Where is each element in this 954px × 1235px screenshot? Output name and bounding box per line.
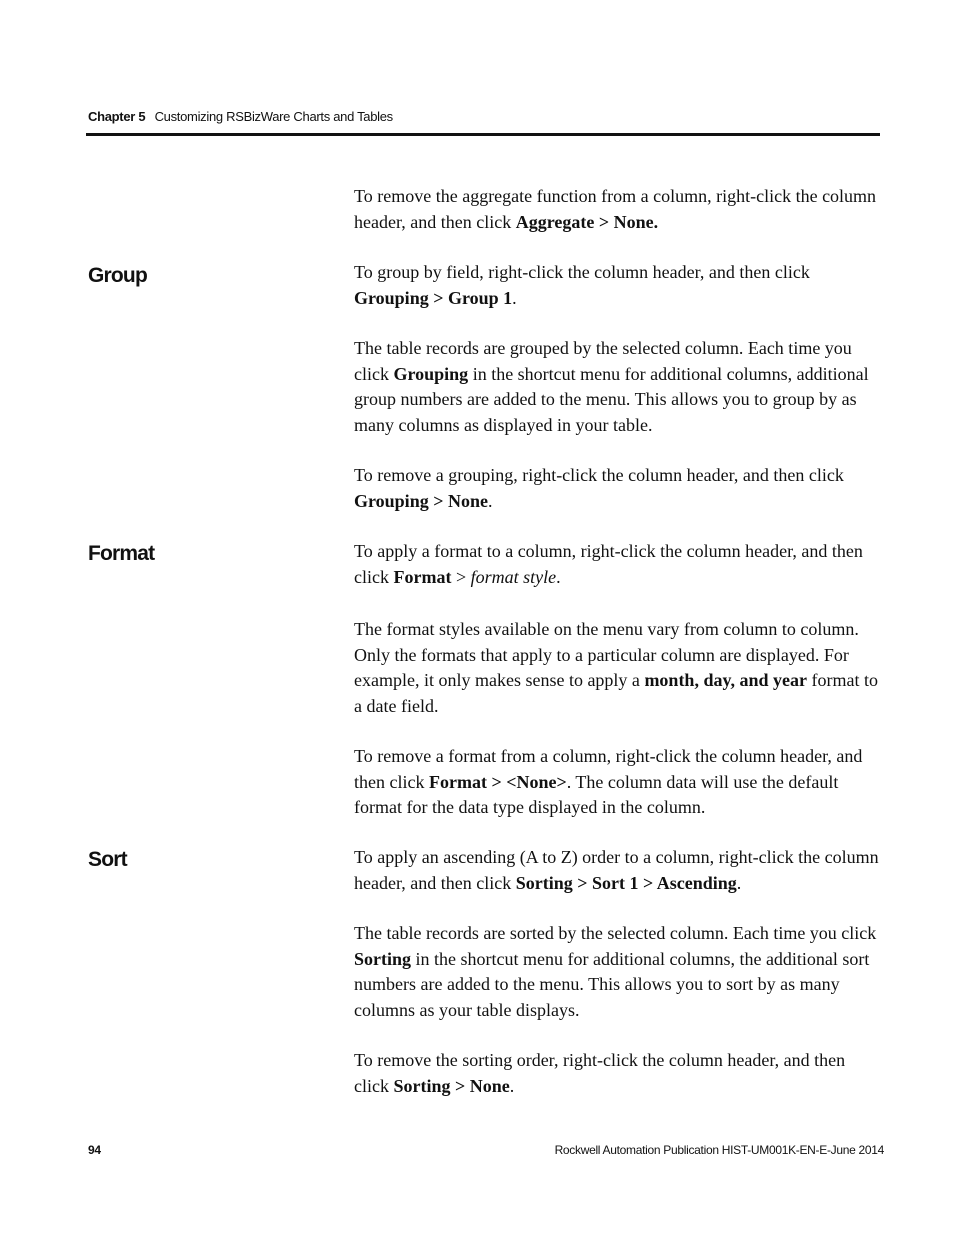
text: To apply an ascending (A to Z) order to a column, right-click the column header, and then click: [354, 847, 879, 893]
menu-path: Format > <None>: [428, 771, 567, 792]
paragraph-format-apply: [354, 539, 884, 590]
format-term: month, day, and year: [644, 670, 807, 691]
section-heading-group: Group: [88, 264, 147, 287]
paragraph-format-description: [354, 617, 884, 719]
menu-path: Grouping > Group 1: [354, 287, 513, 308]
text: format to a date field.: [354, 670, 878, 716]
placeholder-term: format style: [470, 566, 557, 587]
chapter-title: Customizing RSBizWare Charts and Tables: [154, 109, 393, 124]
text: .: [736, 872, 742, 893]
menu-term: Format: [393, 566, 452, 587]
text: The format styles available on the menu vary from column to column. Only the formats that apply to a particular column are displayed. For example, it only makes sense to apply a: [354, 619, 859, 691]
text: The table records are sorted by the selected column. Each time you click: [354, 923, 877, 943]
paragraph-aggregate-remove: [354, 184, 884, 235]
text: To remove the sorting order, right-click the column header, and then click: [354, 1050, 846, 1096]
text: To remove the aggregate function from a column, right-click the column header, and then click: [354, 186, 877, 232]
text: in the shortcut menu for additional columns, additional group numbers are added to the menu. This allows you to group by as many columns as displayed in your table.: [354, 363, 869, 435]
text: To remove a format from a column, right-click the column header, and then click: [354, 746, 863, 792]
text: >: [451, 566, 471, 587]
section-heading-format: Format: [88, 542, 155, 565]
text: To remove a grouping, right-click the column header, and then click: [354, 465, 844, 485]
page-number: 94: [88, 1143, 101, 1157]
menu-path: Aggregate > None.: [515, 211, 659, 232]
paragraph-group-description: [354, 336, 884, 438]
menu-path: Grouping > None: [354, 490, 488, 511]
menu-term: Grouping: [393, 363, 469, 384]
running-header: [88, 109, 393, 124]
text: .: [487, 490, 493, 511]
paragraph-group-remove: [354, 463, 884, 514]
paragraph-group-apply: [354, 260, 884, 311]
menu-term: Sorting: [354, 948, 412, 969]
text: . The column data will use the default format for the data type displayed in the column.: [354, 771, 839, 818]
section-heading-sort: Sort: [88, 848, 127, 871]
text: in the shortcut menu for additional columns, the additional sort numbers are added to the menu. This allows you to sort by as many columns as your table displays.: [354, 948, 870, 1020]
text: .: [512, 287, 517, 308]
chapter-label: Chapter 5: [88, 109, 146, 124]
paragraph-format-remove: [354, 744, 884, 821]
publication-info: Rockwell Automation Publication HIST-UM001K-EN-E-June 2014: [554, 1143, 884, 1157]
paragraph-sort-apply: [354, 845, 884, 896]
text: .: [509, 1075, 515, 1096]
paragraph-sort-remove: [354, 1048, 884, 1099]
paragraph-sort-description: [354, 921, 884, 1023]
text: To group by field, right-click the column header, and then click: [354, 262, 810, 282]
menu-path: Sorting > Sort 1 > Ascending: [515, 872, 737, 893]
text: To apply a format to a column, right-click the column header, and then click: [354, 541, 863, 587]
text: .: [556, 566, 561, 587]
menu-path: Sorting > None: [393, 1075, 510, 1096]
text: The table records are grouped by the selected column. Each time you click: [354, 338, 852, 384]
header-rule: [86, 133, 880, 136]
